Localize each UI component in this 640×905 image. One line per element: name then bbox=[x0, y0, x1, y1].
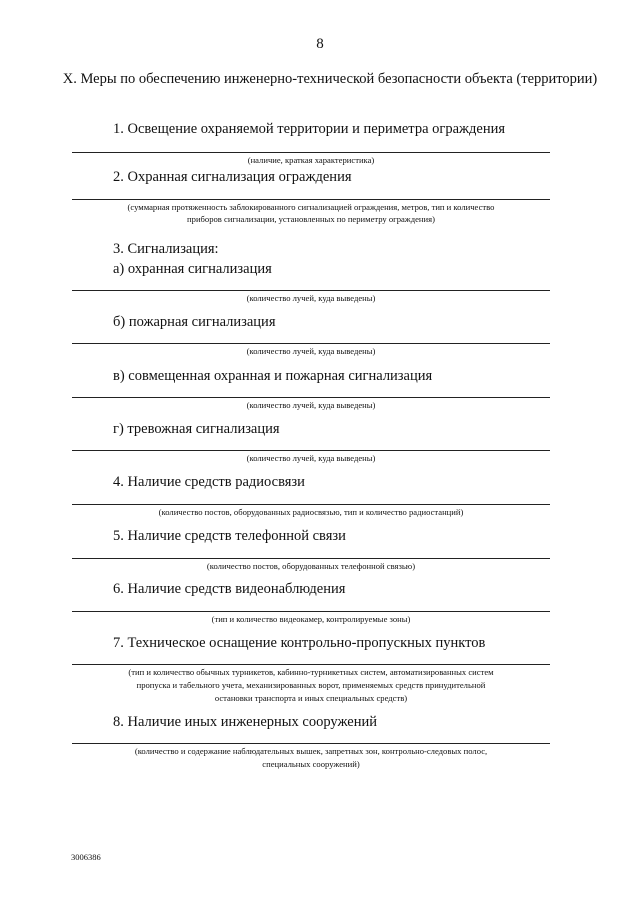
note-checkpoint-2: пропуска и табельного учета, механизированных ворот, применяемых средств принудительной bbox=[136, 680, 486, 690]
fill-line-alarm-a bbox=[72, 290, 550, 291]
note-phone: (количество постов, оборудованных телефонной связью) bbox=[206, 561, 416, 571]
fill-line-checkpoint bbox=[72, 664, 550, 665]
note-alarm-d: (количество лучей, куда выведены) bbox=[246, 453, 376, 463]
note-alarm-b: (количество лучей, куда выведены) bbox=[246, 346, 376, 356]
note-checkpoint-3: остановки транспорта и иных специальных средств) bbox=[214, 693, 408, 703]
fill-line-video bbox=[72, 611, 550, 612]
item-lighting: 1. Освещение охраняемой территории и периметра ограждения bbox=[113, 121, 506, 137]
item-phone: 5. Наличие средств телефонной связи bbox=[113, 528, 346, 544]
item-alarm: 3. Сигнализация: bbox=[113, 241, 219, 257]
fill-line-phone bbox=[72, 558, 550, 559]
item-radio: 4. Наличие средств радиосвязи bbox=[113, 474, 305, 490]
item-video: 6. Наличие средств видеонаблюдения bbox=[113, 581, 346, 597]
note-lighting: (наличие, краткая характеристика) bbox=[247, 155, 375, 165]
fill-line-other bbox=[72, 743, 550, 744]
fill-line-radio bbox=[72, 504, 550, 505]
item-alarm-d: г) тревожная сигнализация bbox=[113, 421, 280, 437]
item-alarm-b: б) пожарная сигнализация bbox=[113, 314, 276, 330]
note-fence-alarm-2: приборов сигнализации, установленных по периметру ограждения) bbox=[187, 214, 435, 224]
note-fence-alarm-1: (суммарная протяженность заблокированного сигнализацией ограждения, метров, тип и количество bbox=[127, 202, 495, 212]
fill-line-fence-alarm bbox=[72, 199, 550, 200]
note-alarm-c: (количество лучей, куда выведены) bbox=[246, 400, 376, 410]
fill-line-alarm-c bbox=[72, 397, 550, 398]
note-video: (тип и количество видеокамер, контролируемые зоны) bbox=[211, 614, 411, 624]
document-code: 3006386 bbox=[71, 852, 101, 862]
fill-line-alarm-b bbox=[72, 343, 550, 344]
note-alarm-a: (количество лучей, куда выведены) bbox=[246, 293, 376, 303]
page-number: 8 bbox=[316, 36, 324, 52]
note-radio: (количество постов, оборудованных радиосвязью, тип и количество радиостанций) bbox=[158, 507, 464, 517]
item-alarm-a: а) охранная сигнализация bbox=[113, 261, 272, 277]
item-fence-alarm: 2. Охранная сигнализация ограждения bbox=[113, 169, 352, 185]
note-checkpoint-1: (тип и количество обычных турникетов, кабинно-турникетных систем, автоматизированных систем bbox=[128, 667, 494, 677]
item-other: 8. Наличие иных инженерных сооружений bbox=[113, 714, 377, 730]
section-title: X. Меры по обеспечению инженерно-технической безопасности объекта (территории) bbox=[62, 71, 598, 87]
note-other-2: специальных сооружений) bbox=[262, 759, 360, 769]
fill-line-alarm-d bbox=[72, 450, 550, 451]
note-other-1: (количество и содержание наблюдательных вышек, запретных зон, контрольно-следовых полос, bbox=[134, 746, 488, 756]
item-alarm-c: в) совмещенная охранная и пожарная сигнализация bbox=[113, 368, 433, 384]
fill-line-lighting bbox=[72, 152, 550, 153]
item-checkpoint: 7. Техническое оснащение контрольно-пропускных пунктов bbox=[113, 635, 486, 651]
